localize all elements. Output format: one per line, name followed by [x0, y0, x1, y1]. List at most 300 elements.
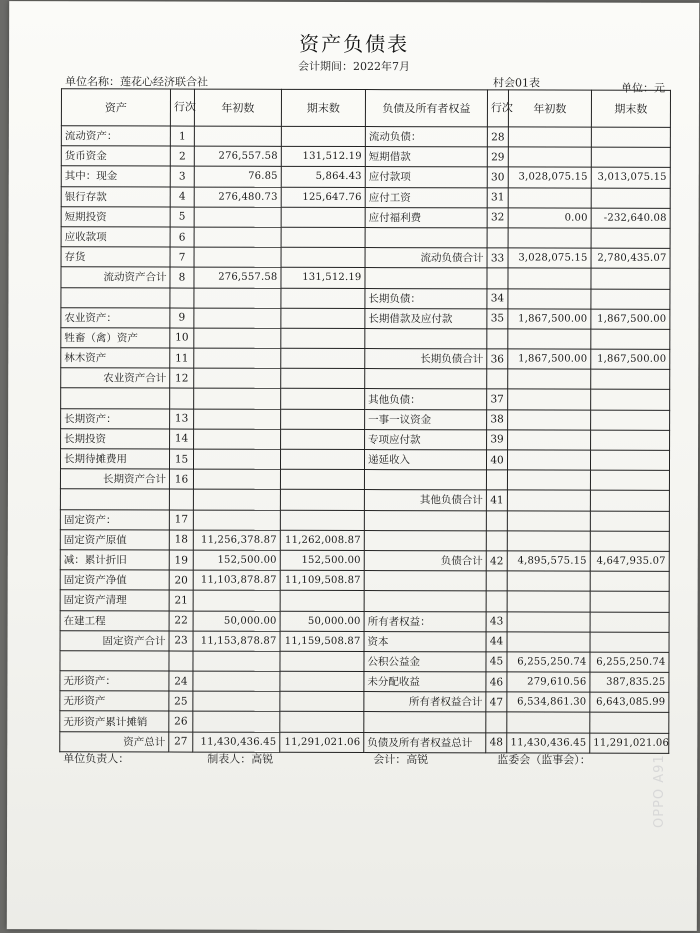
asset-label-cell: 长期资产：	[61, 408, 170, 428]
liab-label-cell	[365, 268, 487, 289]
liab-opening-cell: 6,534,861.30	[507, 692, 590, 712]
asset-closing-cell	[281, 288, 365, 308]
asset-opening-cell	[193, 449, 280, 469]
asset-label-cell: 长期资产合计	[60, 469, 169, 489]
liab-opening-cell	[508, 430, 591, 450]
asset-label-cell: 流动资产：	[61, 126, 170, 146]
asset-label-cell: 农业资产合计	[61, 368, 170, 388]
table-row	[61, 368, 670, 390]
asset-closing-cell	[281, 409, 365, 429]
asset-label-cell: 农业资产：	[61, 307, 170, 327]
liab-opening-cell	[508, 187, 591, 207]
table-row	[61, 247, 670, 269]
liab-closing-cell	[590, 450, 669, 470]
liab-line-no-cell: 35	[487, 309, 508, 329]
liab-line-no-cell: 41	[486, 490, 507, 510]
asset-line-no-cell: 22	[169, 611, 193, 631]
document-page	[7, 1, 699, 931]
liab-label-cell	[365, 369, 487, 390]
liab-closing-cell	[591, 369, 670, 389]
asset-label-cell: 短期投资	[61, 206, 170, 226]
asset-label-cell: 资产总计	[60, 731, 169, 751]
liab-label-cell: 未分配收益	[364, 672, 486, 693]
asset-line-no-cell: 25	[169, 691, 193, 711]
liab-label-cell: 所有者权益合计	[364, 692, 486, 713]
liab-opening-cell: 1,867,500.00	[508, 349, 591, 369]
liab-closing-cell	[591, 268, 670, 288]
asset-label-cell: 固定资产净值	[60, 570, 169, 590]
asset-line-no-cell: 3	[170, 166, 194, 186]
header-closing-2: 期末数	[591, 90, 670, 127]
asset-label-cell	[60, 489, 169, 509]
liab-line-no-cell: 40	[486, 450, 507, 470]
header-line-no-2: 行次	[487, 90, 508, 127]
liab-line-no-cell: 48	[486, 732, 507, 752]
asset-line-no-cell: 14	[170, 429, 194, 449]
header-opening-2: 年初数	[508, 90, 591, 127]
asset-closing-cell: 50,000.00	[280, 611, 364, 631]
asset-closing-cell	[281, 348, 365, 368]
asset-line-no-cell: 5	[170, 207, 194, 227]
liab-closing-cell: 1,867,500.00	[591, 349, 670, 369]
asset-closing-cell	[281, 126, 365, 146]
liab-line-no-cell: 44	[486, 632, 507, 652]
asset-line-no-cell: 9	[170, 308, 194, 328]
footer-accountant: 会计：高锐	[373, 753, 429, 767]
liab-label-cell: 应付工资	[365, 187, 487, 208]
asset-label-cell: 无形资产：	[60, 671, 169, 691]
liab-closing-cell	[591, 289, 670, 309]
asset-closing-cell: 11,109,508.87	[280, 570, 364, 590]
liab-label-cell: 长期负债：	[365, 288, 487, 309]
liab-opening-cell: 3,028,075.15	[508, 167, 591, 187]
asset-line-no-cell: 11	[170, 348, 194, 368]
asset-opening-cell	[194, 227, 281, 247]
liab-opening-cell: 279,610.56	[507, 672, 590, 692]
liab-closing-cell: 4,647,935.07	[590, 551, 669, 571]
liab-label-cell	[364, 470, 486, 491]
asset-opening-cell	[194, 429, 281, 449]
asset-opening-cell: 11,430,436.45	[193, 732, 280, 752]
table-row	[60, 489, 669, 511]
liab-line-no-cell	[486, 571, 507, 591]
asset-label-cell: 银行存款	[61, 186, 170, 206]
liab-closing-cell	[591, 127, 670, 147]
table-row	[60, 590, 669, 612]
asset-closing-cell	[280, 490, 364, 510]
asset-label-cell	[60, 651, 169, 671]
asset-line-no-cell	[170, 388, 194, 408]
table-row	[61, 206, 670, 228]
table-header-row	[61, 89, 670, 128]
asset-opening-cell: 11,103,878.87	[193, 570, 280, 590]
asset-closing-cell	[281, 227, 365, 247]
asset-opening-cell: 76.85	[194, 166, 281, 186]
liab-label-cell: 应付款项	[365, 167, 487, 188]
liab-closing-cell	[591, 430, 670, 450]
balance-sheet-table	[59, 88, 671, 753]
liab-opening-cell	[508, 389, 591, 409]
table-row	[60, 529, 669, 551]
liab-opening-cell: 1,867,500.00	[508, 309, 591, 329]
table-row	[60, 671, 669, 693]
liab-label-cell	[365, 328, 487, 349]
asset-closing-cell	[280, 591, 364, 611]
liab-opening-cell	[507, 450, 590, 470]
liab-label-cell	[364, 510, 486, 531]
liab-closing-cell: -232,640.08	[591, 208, 670, 228]
liab-line-no-cell: 33	[487, 248, 508, 268]
liab-opening-cell	[507, 611, 590, 631]
asset-closing-cell	[280, 449, 364, 469]
liab-closing-cell	[590, 591, 669, 611]
liab-opening-cell	[508, 268, 591, 288]
liab-opening-cell	[508, 369, 591, 389]
asset-line-no-cell: 24	[169, 671, 193, 691]
table-row	[61, 227, 670, 249]
accounting-period: 会计期间：2022年7月	[298, 59, 411, 74]
asset-line-no-cell: 26	[169, 711, 193, 731]
liab-opening-cell	[508, 288, 591, 308]
asset-opening-cell	[193, 651, 280, 671]
liab-line-no-cell: 28	[487, 127, 508, 147]
liab-line-no-cell: 34	[487, 288, 508, 308]
asset-closing-cell: 125,647.76	[281, 187, 365, 207]
asset-closing-cell: 131,512.19	[281, 146, 365, 166]
asset-closing-cell: 5,864.43	[281, 167, 365, 187]
asset-closing-cell	[280, 692, 364, 712]
liab-opening-cell	[508, 147, 591, 167]
asset-closing-cell: 11,291,021.06	[280, 732, 364, 752]
table-row	[61, 429, 670, 451]
asset-line-no-cell: 16	[169, 469, 193, 489]
table-row	[60, 469, 669, 491]
liab-line-no-cell	[486, 510, 507, 530]
liab-opening-cell	[507, 510, 590, 530]
liab-line-no-cell: 45	[486, 652, 507, 672]
asset-line-no-cell: 13	[170, 409, 194, 429]
table-row	[60, 691, 669, 713]
asset-label-cell: 牲畜（禽）资产	[61, 328, 170, 348]
liab-opening-cell	[507, 632, 590, 652]
liab-opening-cell	[507, 712, 590, 732]
asset-label-cell: 货币资金	[61, 146, 170, 166]
asset-line-no-cell: 12	[170, 368, 194, 388]
asset-closing-cell: 152,500.00	[280, 550, 364, 570]
asset-closing-cell	[281, 328, 365, 348]
asset-label-cell: 长期投资	[61, 429, 170, 449]
liab-closing-cell	[590, 713, 669, 733]
asset-label-cell: 存货	[61, 247, 170, 267]
asset-label-cell: 林木资产	[61, 348, 170, 368]
asset-label-cell: 应收款项	[61, 227, 170, 247]
asset-opening-cell	[193, 469, 280, 489]
header-asset: 资产	[61, 89, 170, 126]
footer-supervisor: 监委会（监事会）：	[497, 753, 591, 767]
footer-unit-head: 单位负责人：	[63, 752, 130, 766]
liab-label-cell: 流动负债：	[365, 127, 487, 148]
asset-label-cell: 固定资产原值	[60, 529, 169, 549]
liab-label-cell	[364, 530, 486, 551]
asset-closing-cell	[281, 389, 365, 409]
liab-line-no-cell	[486, 591, 507, 611]
asset-label-cell: 固定资产合计	[60, 630, 169, 650]
asset-closing-cell	[280, 651, 364, 671]
liab-closing-cell: 6,255,250.74	[590, 652, 669, 672]
liab-opening-cell	[507, 490, 590, 510]
asset-opening-cell	[193, 712, 280, 732]
asset-line-no-cell	[169, 489, 193, 509]
liab-line-no-cell: 43	[486, 611, 507, 631]
asset-opening-cell: 276,557.58	[194, 267, 281, 287]
asset-opening-cell	[194, 126, 281, 146]
page-title: 资产负债表	[299, 31, 410, 57]
currency-unit: 单位：元	[620, 81, 666, 95]
liab-opening-cell: 11,430,436.45	[507, 733, 590, 753]
asset-opening-cell	[194, 328, 281, 348]
liab-closing-cell: 11,291,021.06	[590, 733, 669, 753]
liab-label-cell: 所有者权益：	[364, 611, 486, 632]
liab-opening-cell	[507, 571, 590, 591]
liab-line-no-cell	[487, 228, 508, 248]
asset-line-no-cell: 19	[169, 550, 193, 570]
asset-closing-cell: 11,262,008.87	[280, 530, 364, 550]
liab-line-no-cell	[486, 470, 507, 490]
asset-line-no-cell: 27	[169, 732, 193, 752]
asset-opening-cell	[194, 207, 281, 227]
table-row	[60, 711, 669, 733]
liab-closing-cell	[591, 188, 670, 208]
asset-line-no-cell: 20	[169, 570, 193, 590]
asset-opening-cell	[194, 368, 281, 388]
asset-opening-cell	[194, 247, 281, 267]
asset-line-no-cell: 2	[170, 146, 194, 166]
table-row	[61, 267, 670, 289]
liab-line-no-cell: 37	[487, 389, 508, 409]
liab-line-no-cell: 46	[486, 672, 507, 692]
header-liability-equity: 负债及所有者权益	[365, 90, 487, 127]
table-row	[61, 287, 670, 309]
liab-line-no-cell: 47	[486, 692, 507, 712]
asset-label-cell	[61, 388, 170, 408]
liab-closing-cell	[591, 228, 670, 248]
asset-line-no-cell: 8	[170, 267, 194, 287]
liab-label-cell: 公积公益金	[364, 651, 486, 672]
liab-closing-cell	[590, 612, 669, 632]
asset-line-no-cell: 21	[169, 590, 193, 610]
table-row	[61, 186, 670, 208]
asset-closing-cell	[280, 712, 364, 732]
table-row	[61, 126, 670, 148]
asset-opening-cell: 11,256,378.87	[193, 530, 280, 550]
asset-line-no-cell: 1	[170, 126, 194, 146]
asset-closing-cell	[280, 469, 364, 489]
table-row	[61, 146, 670, 168]
liab-label-cell	[364, 591, 486, 612]
table-row	[60, 731, 669, 753]
asset-label-cell: 其中：现金	[61, 166, 170, 186]
liab-closing-cell	[590, 531, 669, 551]
liab-label-cell: 资本	[364, 631, 486, 652]
asset-line-no-cell	[169, 651, 193, 671]
asset-opening-cell: 11,153,878.87	[193, 631, 280, 651]
table-row	[61, 307, 670, 329]
liab-label-cell: 负债及所有者权益总计	[364, 732, 486, 753]
liab-label-cell: 一事一议资金	[365, 409, 487, 430]
table-row	[60, 449, 669, 471]
liab-opening-cell: 6,255,250.74	[507, 652, 590, 672]
table-row	[60, 509, 669, 531]
liab-line-no-cell: 42	[486, 551, 507, 571]
footer-preparer: 制表人：高锐	[207, 752, 274, 766]
liab-closing-cell: 2,780,435.07	[591, 248, 670, 268]
asset-label-cell: 减：累计折旧	[60, 550, 169, 570]
asset-label-cell: 固定资产：	[60, 509, 169, 529]
form-code: 村会01表	[492, 76, 541, 90]
liab-opening-cell	[508, 127, 591, 147]
liab-opening-cell: 3,028,075.15	[508, 248, 591, 268]
asset-line-no-cell: 4	[170, 187, 194, 207]
unit-name: 单位名称：莲花心经济联合社	[64, 75, 209, 89]
liab-closing-cell	[590, 632, 669, 652]
asset-opening-cell	[193, 489, 280, 509]
asset-line-no-cell: 15	[169, 449, 193, 469]
liab-line-no-cell: 30	[487, 167, 508, 187]
table-row	[61, 166, 670, 188]
camera-watermark: OPPO A91	[652, 754, 667, 828]
liab-opening-cell	[507, 591, 590, 611]
liab-label-cell: 其他负债：	[365, 389, 487, 410]
asset-opening-cell	[193, 510, 280, 530]
table-row	[60, 651, 669, 673]
liab-label-cell: 应付福利费	[365, 207, 487, 228]
liab-closing-cell: 3,013,075.15	[591, 167, 670, 187]
liab-opening-cell	[508, 410, 591, 430]
liab-closing-cell	[591, 329, 670, 349]
liab-line-no-cell: 36	[487, 349, 508, 369]
asset-closing-cell	[281, 207, 365, 227]
asset-line-no-cell: 7	[170, 247, 194, 267]
liab-opening-cell	[507, 470, 590, 490]
asset-opening-cell	[194, 288, 281, 308]
header-opening: 年初数	[194, 89, 281, 126]
table-row	[60, 630, 669, 652]
asset-opening-cell	[193, 691, 280, 711]
liab-line-no-cell	[487, 268, 508, 288]
asset-line-no-cell	[170, 288, 194, 308]
liab-label-cell	[364, 571, 486, 592]
liab-label-cell	[365, 227, 487, 248]
asset-closing-cell	[281, 369, 365, 389]
liab-opening-cell: 4,895,575.15	[507, 551, 590, 571]
liab-label-cell: 专项应付款	[365, 429, 487, 450]
asset-closing-cell	[281, 429, 365, 449]
header-closing: 期末数	[281, 89, 365, 126]
liab-closing-cell	[590, 470, 669, 490]
liab-opening-cell	[507, 531, 590, 551]
liab-closing-cell	[590, 490, 669, 510]
liab-closing-cell: 6,643,085.99	[590, 692, 669, 712]
liab-line-no-cell: 38	[487, 409, 508, 429]
liab-line-no-cell	[487, 329, 508, 349]
liab-closing-cell: 387,835.25	[590, 672, 669, 692]
asset-closing-cell	[280, 510, 364, 530]
liab-closing-cell	[590, 571, 669, 591]
liab-closing-cell	[591, 390, 670, 410]
asset-line-no-cell: 23	[169, 631, 193, 651]
liab-line-no-cell	[486, 712, 507, 732]
table-row	[60, 610, 669, 632]
liab-line-no-cell: 39	[487, 430, 508, 450]
asset-opening-cell	[194, 348, 281, 368]
liab-closing-cell	[591, 410, 670, 430]
liab-line-no-cell: 31	[487, 187, 508, 207]
liab-closing-cell	[591, 147, 670, 167]
asset-opening-cell	[193, 590, 280, 610]
asset-line-no-cell: 18	[169, 530, 193, 550]
asset-opening-cell	[194, 389, 281, 409]
liab-line-no-cell	[486, 531, 507, 551]
liab-label-cell: 短期借款	[365, 147, 487, 168]
liab-line-no-cell: 32	[487, 208, 508, 228]
asset-opening-cell: 152,500.00	[193, 550, 280, 570]
liab-label-cell: 长期负债合计	[365, 349, 487, 370]
asset-line-no-cell: 10	[170, 328, 194, 348]
table-row	[61, 348, 670, 370]
liab-opening-cell	[508, 228, 591, 248]
asset-closing-cell: 11,159,508.87	[280, 631, 364, 651]
liab-label-cell	[364, 712, 486, 733]
liab-opening-cell: 0.00	[508, 208, 591, 228]
liab-closing-cell: 1,867,500.00	[591, 309, 670, 329]
asset-opening-cell	[194, 409, 281, 429]
asset-label-cell: 在建工程	[60, 610, 169, 630]
liab-label-cell: 长期借款及应付款	[365, 308, 487, 329]
asset-label-cell	[61, 287, 170, 307]
asset-opening-cell: 50,000.00	[193, 611, 280, 631]
asset-label-cell: 固定资产清理	[60, 590, 169, 610]
liab-label-cell: 负债合计	[364, 550, 486, 571]
liab-line-no-cell: 29	[487, 147, 508, 167]
header-line-no: 行次	[170, 89, 194, 126]
asset-closing-cell	[281, 308, 365, 328]
liab-label-cell: 流动负债合计	[365, 248, 487, 269]
asset-opening-cell: 276,480.73	[194, 187, 281, 207]
liab-opening-cell	[508, 329, 591, 349]
asset-label-cell: 长期待摊费用	[60, 449, 169, 469]
asset-label-cell: 无形资产	[60, 691, 169, 711]
asset-opening-cell	[194, 308, 281, 328]
liab-closing-cell	[590, 511, 669, 531]
asset-opening-cell: 276,557.58	[194, 146, 281, 166]
liab-line-no-cell	[487, 369, 508, 389]
asset-line-no-cell: 17	[169, 510, 193, 530]
asset-line-no-cell: 6	[170, 227, 194, 247]
asset-closing-cell	[280, 671, 364, 691]
asset-label-cell: 流动资产合计	[61, 267, 170, 287]
table-row	[60, 550, 669, 572]
table-row	[61, 408, 670, 430]
table-row	[60, 570, 669, 592]
asset-label-cell: 无形资产累计摊销	[60, 711, 169, 731]
asset-closing-cell	[281, 247, 365, 267]
liab-label-cell: 其他负债合计	[364, 490, 486, 511]
asset-opening-cell	[193, 671, 280, 691]
table-row	[61, 388, 670, 410]
asset-closing-cell: 131,512.19	[281, 268, 365, 288]
liab-label-cell: 递延收入	[364, 450, 486, 471]
table-row	[61, 328, 670, 350]
